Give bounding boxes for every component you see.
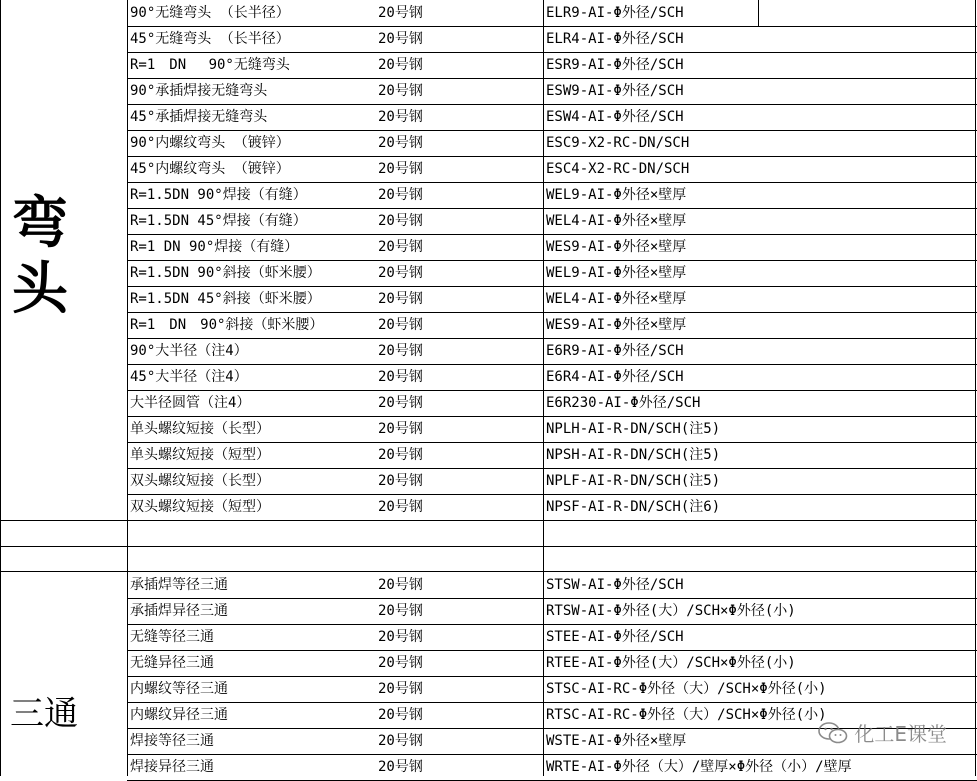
item-material: 20号钢 [378, 161, 423, 177]
item-material: 20号钢 [378, 759, 423, 775]
item-name: R=1 DN 90°斜接（虾米腰） [130, 317, 324, 333]
item-name: R=1.5DN 45°斜接（虾米腰） [130, 291, 321, 307]
item-name: 90°无缝弯头 （长半径） [130, 5, 290, 21]
item-material: 20号钢 [378, 681, 423, 697]
item-code: WES9-AI-Φ外径×壁厚 [546, 317, 687, 333]
item-name: 双头螺纹短接（短型） [130, 499, 270, 515]
item-code: ESC4-X2-RC-DN/SCH [546, 161, 690, 177]
item-code: WEL4-AI-Φ外径×壁厚 [546, 213, 687, 229]
group-label-tee: 三通 [10, 694, 78, 734]
item-code: STSC-AI-RC-Φ外径（大）/SCH×Φ外径(小) [546, 681, 827, 697]
item-code: WRTE-AI-Φ外径（大）/壁厚×Φ外径（小）/壁厚 [546, 759, 852, 775]
item-name: 焊接异径三通 [130, 759, 214, 775]
item-code: ESW4-AI-Φ外径/SCH [546, 109, 684, 125]
item-name: R=1.5DN 45°焊接（有缝） [130, 213, 307, 229]
item-name: 焊接等径三通 [130, 733, 214, 749]
item-name: 内螺纹等径三通 [130, 681, 228, 697]
item-code: ELR4-AI-Φ外径/SCH [546, 31, 684, 47]
item-material: 20号钢 [378, 291, 423, 307]
item-code: WES9-AI-Φ外径×壁厚 [546, 239, 687, 255]
item-name: 无缝异径三通 [130, 655, 214, 671]
item-code: ESW9-AI-Φ外径/SCH [546, 83, 684, 99]
item-material: 20号钢 [378, 57, 423, 73]
item-code: STSW-AI-Φ外径/SCH [546, 577, 684, 593]
item-name: 双头螺纹短接（长型） [130, 473, 270, 489]
item-material: 20号钢 [378, 421, 423, 437]
item-name: 无缝等径三通 [130, 629, 214, 645]
item-material: 20号钢 [378, 239, 423, 255]
item-material: 20号钢 [378, 499, 423, 515]
grid-line [0, 520, 977, 521]
item-material: 20号钢 [378, 369, 423, 385]
item-code: RTSW-AI-Φ外径(大）/SCH×Φ外径(小) [546, 603, 796, 619]
item-material: 20号钢 [378, 733, 423, 749]
item-material: 20号钢 [378, 395, 423, 411]
item-material: 20号钢 [378, 577, 423, 593]
item-name: 承插焊异径三通 [130, 603, 228, 619]
item-code: RTEE-AI-Φ外径(大）/SCH×Φ外径(小) [546, 655, 796, 671]
item-name: R=1 DN 90°无缝弯头 [130, 57, 290, 73]
item-code: NPLH-AI-R-DN/SCH(注5) [546, 421, 721, 437]
item-material: 20号钢 [378, 473, 423, 489]
item-material: 20号钢 [378, 707, 423, 723]
item-name: 单头螺纹短接（长型） [130, 421, 270, 437]
item-name: 45°内螺纹弯头 （镀锌） [130, 161, 290, 177]
item-name: 90°内螺纹弯头 （镀锌） [130, 135, 290, 151]
item-code: RTSC-AI-RC-Φ外径（大）/SCH×Φ外径(小) [546, 707, 827, 723]
item-name: 90°大半径（注4） [130, 343, 248, 359]
item-code: WEL9-AI-Φ外径×壁厚 [546, 187, 687, 203]
item-material: 20号钢 [378, 655, 423, 671]
item-material: 20号钢 [378, 213, 423, 229]
item-material: 20号钢 [378, 317, 423, 333]
item-code: ESR9-AI-Φ外径/SCH [546, 57, 684, 73]
item-material: 20号钢 [378, 603, 423, 619]
item-code: E6R230-AI-Φ外径/SCH [546, 395, 701, 411]
grid-line [975, 0, 976, 776]
item-code: ESC9-X2-RC-DN/SCH [546, 135, 690, 151]
item-code: STEE-AI-Φ外径/SCH [546, 629, 684, 645]
item-material: 20号钢 [378, 265, 423, 281]
item-name: 大半径圆管（注4） [130, 395, 251, 411]
item-material: 20号钢 [378, 187, 423, 203]
item-code: NPSH-AI-R-DN/SCH(注5) [546, 447, 721, 463]
item-material: 20号钢 [378, 135, 423, 151]
item-name: 承插焊等径三通 [130, 577, 228, 593]
group-label-elbow-char: 弯 [12, 190, 68, 256]
item-name: R=1.5DN 90°斜接（虾米腰） [130, 265, 321, 281]
item-code: NPLF-AI-R-DN/SCH(注5) [546, 473, 721, 489]
item-code: E6R4-AI-Φ外径/SCH [546, 369, 684, 385]
wechat-icon [818, 721, 848, 745]
watermark [818, 718, 947, 747]
item-material: 20号钢 [378, 83, 423, 99]
watermark-text: 化工E课堂 [854, 722, 947, 746]
item-code: WSTE-AI-Φ外径×壁厚 [546, 733, 687, 749]
item-code: NPSF-AI-R-DN/SCH(注6) [546, 499, 721, 515]
item-code: ELR9-AI-Φ外径/SCH [546, 5, 684, 21]
item-name: 45°无缝弯头 （长半径） [130, 31, 290, 47]
grid-line [758, 0, 759, 26]
item-name: 45°承插焊接无缝弯头 [130, 109, 268, 125]
item-material: 20号钢 [378, 343, 423, 359]
item-name: 内螺纹异径三通 [130, 707, 228, 723]
item-code: WEL9-AI-Φ外径×壁厚 [546, 265, 687, 281]
item-code: E6R9-AI-Φ外径/SCH [546, 343, 684, 359]
item-material: 20号钢 [378, 5, 423, 21]
grid-line [0, 546, 977, 547]
item-name: R=1 DN 90°焊接（有缝） [130, 239, 299, 255]
item-code: WEL4-AI-Φ外径×壁厚 [546, 291, 687, 307]
grid-line [543, 0, 544, 776]
item-name: 单头螺纹短接（短型） [130, 447, 270, 463]
item-material: 20号钢 [378, 629, 423, 645]
group-label-elbow [0, 190, 138, 322]
item-material: 20号钢 [378, 109, 423, 125]
item-name: 45°大半径（注4） [130, 369, 248, 385]
item-name: R=1.5DN 90°焊接（有缝） [130, 187, 307, 203]
grid-line [0, 0, 1, 776]
group-label-elbow-char: 头 [12, 256, 68, 322]
item-name: 90°承插焊接无缝弯头 [130, 83, 268, 99]
item-material: 20号钢 [378, 447, 423, 463]
item-material: 20号钢 [378, 31, 423, 47]
grid-line [127, 0, 128, 776]
